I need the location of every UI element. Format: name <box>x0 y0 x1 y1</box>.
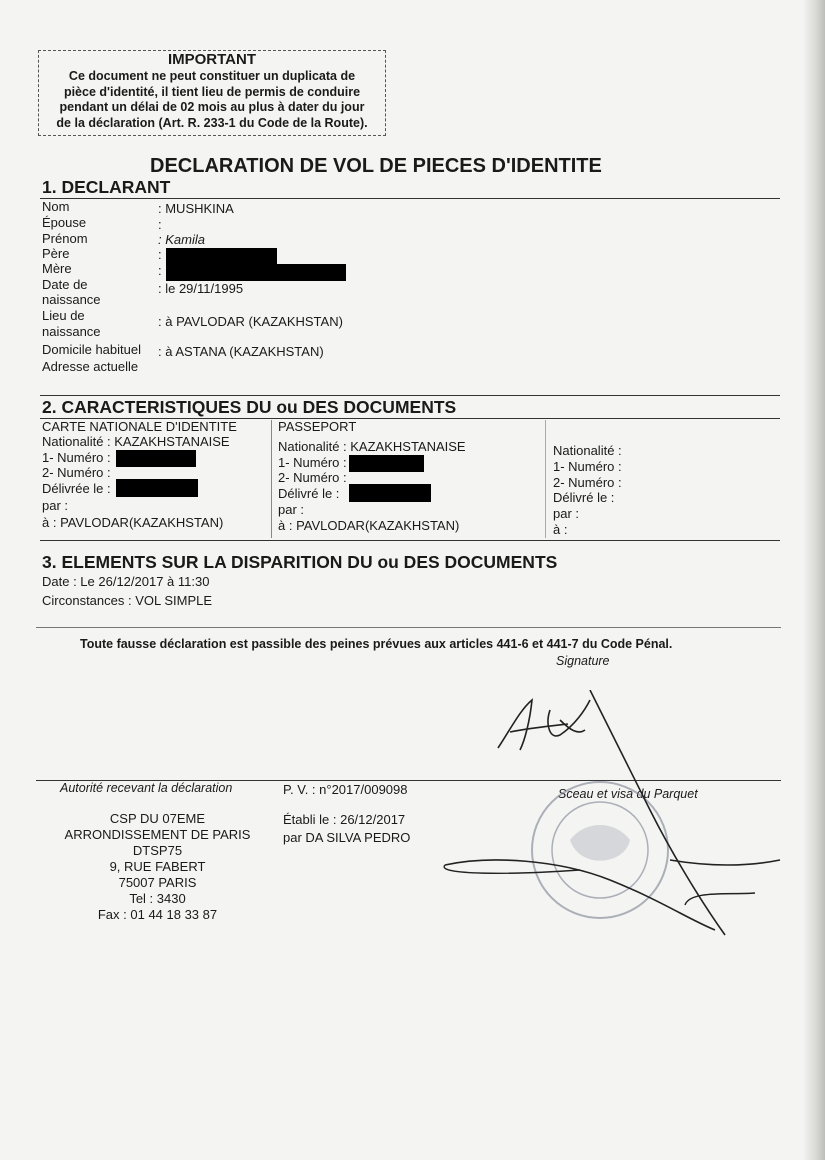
signature-label: Signature <box>556 654 610 668</box>
doc-nationalite: Nationalité : KAZAKHSTANAISE <box>42 434 230 449</box>
divider <box>40 395 780 396</box>
sceau-label: Sceau et visa du Parquet <box>558 787 698 801</box>
label-date-naissance-1: Date de <box>42 277 88 292</box>
redacted-block <box>349 484 431 502</box>
page-edge-shadow <box>803 0 825 1160</box>
label-prenom: Prénom <box>42 231 88 246</box>
value-mere: : <box>158 263 162 278</box>
disparition-date: Date : Le 26/12/2017 à 11:30 <box>42 574 210 589</box>
value-epouse: : <box>158 217 162 232</box>
section3-heading: 3. ELEMENTS SUR LA DISPARITION DU ou DES DOCUMENTS <box>42 552 558 572</box>
column-divider <box>545 420 546 538</box>
document-title: DECLARATION DE VOL DE PIECES D'IDENTITE <box>150 155 602 177</box>
label-nom: Nom <box>42 199 70 214</box>
redacted-block <box>116 479 198 497</box>
redacted-block <box>166 248 277 264</box>
notice-line: pièce d'identité, il tient lieu de permis de conduire <box>63 84 361 99</box>
label-lieu-naissance-1: Lieu de <box>42 308 85 323</box>
doc-a: à : <box>553 522 568 537</box>
doc-par: par : <box>553 506 580 521</box>
value-lieu-naissance: : à PAVLODAR (KAZAKHSTAN) <box>158 314 343 329</box>
authority-address <box>50 811 265 923</box>
doc-type: CARTE NATIONALE D'IDENTITE <box>42 419 237 434</box>
address-line: 75007 PARIS <box>118 875 197 890</box>
doc-type: PASSEPORT <box>278 419 357 434</box>
column-divider <box>271 420 272 538</box>
doc-nationalite: Nationalité : <box>553 443 622 458</box>
notice-line: pendant un délai de 02 mois au plus à dater du jour <box>59 100 365 114</box>
important-notice <box>38 50 386 136</box>
police-stamp-and-signature <box>430 690 790 950</box>
label-mere: Mère <box>42 261 72 276</box>
notice-line: de la déclaration (Art. R. 233-1 du Code de la Route). <box>56 115 368 130</box>
value-nom: : MUSHKINA <box>158 201 234 216</box>
redacted-block <box>349 455 424 472</box>
doc-numero-1: 1- Numéro : <box>42 450 111 465</box>
notice-heading: IMPORTANT <box>167 51 257 68</box>
address-line: CSP DU 07EME <box>109 811 206 826</box>
doc-delivre: Délivré le : <box>278 486 340 501</box>
notice-line: Ce document ne peut constituer un duplicata de <box>68 69 356 83</box>
proces-verbal-number: P. V. : n°2017/009098 <box>283 782 408 797</box>
etabli-par: par DA SILVA PEDRO <box>283 830 411 845</box>
address-line: Tel : 3430 <box>129 891 186 906</box>
doc-a: à : PAVLODAR(KAZAKHSTAN) <box>42 515 224 530</box>
label-pere: Père <box>42 246 70 261</box>
label-date-naissance-2: naissance <box>42 292 101 307</box>
address-line: 9, RUE FABERT <box>109 859 206 874</box>
label-epouse: Épouse <box>42 215 87 230</box>
section2-heading: 2. CARACTERISTIQUES DU ou DES DOCUMENTS <box>42 397 457 417</box>
autorite-label: Autorité recevant la déclaration <box>60 781 233 795</box>
doc-numero-2: 2- Numéro : <box>553 475 622 490</box>
doc-par: par : <box>278 502 305 517</box>
doc-a: à : PAVLODAR(KAZAKHSTAN) <box>278 518 460 533</box>
doc-numero-2: 2- Numéro : <box>42 465 111 480</box>
etabli-date: Établi le : 26/12/2017 <box>283 812 406 827</box>
doc-delivree: Délivrée le : <box>42 481 111 496</box>
doc-nationalite: Nationalité : KAZAKHSTANAISE <box>278 439 466 454</box>
doc-delivre: Délivré le : <box>553 490 615 505</box>
value-prenom: : Kamila <box>158 232 205 247</box>
divider <box>40 540 780 541</box>
label-lieu-naissance-2: naissance <box>42 324 101 339</box>
doc-numero-1: 1- Numéro : <box>553 459 622 474</box>
value-domicile: : à ASTANA (KAZAKHSTAN) <box>158 344 324 359</box>
address-line: DTSP75 <box>132 843 183 858</box>
redacted-block <box>116 450 196 467</box>
redacted-block <box>166 264 346 281</box>
divider <box>36 627 781 628</box>
value-date-naissance: : le 29/11/1995 <box>158 281 244 296</box>
address-line: Fax : 01 44 18 33 87 <box>97 907 218 922</box>
label-adresse: Adresse actuelle <box>42 359 139 374</box>
divider <box>40 198 780 199</box>
address-line: ARRONDISSEMENT DE PARIS <box>64 827 251 842</box>
doc-numero-1: 1- Numéro : <box>278 455 347 470</box>
doc-numero-2: 2- Numéro : <box>278 470 347 485</box>
section1-heading: 1. DECLARANT <box>42 177 171 197</box>
false-declaration-warning: Toute fausse déclaration est passible des peines prévues aux articles 441-6 et 441-7 du Code Pénal. <box>80 637 673 651</box>
disparition-circonstances: Circonstances : VOL SIMPLE <box>42 593 213 608</box>
value-pere: : <box>158 247 162 262</box>
doc-par: par : <box>42 498 69 513</box>
label-domicile: Domicile habituel <box>42 342 141 357</box>
